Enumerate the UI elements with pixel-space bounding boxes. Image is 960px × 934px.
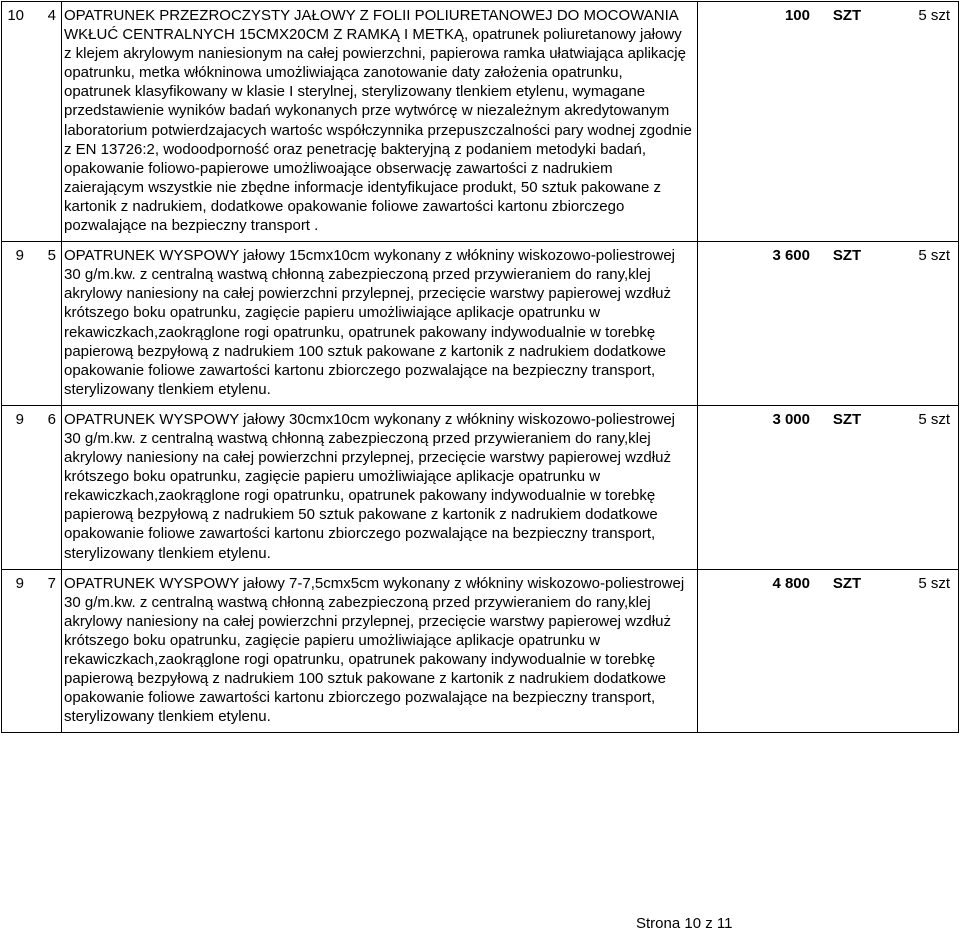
position-number: 5 (47, 247, 56, 265)
table-row (2, 242, 959, 406)
item-pack: 5 szt (918, 574, 950, 592)
group-position-cell (2, 2, 62, 242)
quantity-cell (698, 242, 959, 406)
group-number: 10 (7, 7, 24, 24)
description-cell (62, 2, 698, 242)
item-quantity: 4 800 (772, 574, 810, 592)
item-description: OPATRUNEK WYSPOWY jałowy 15cmx10cm wykonany z włókniny wiskozowo-poliestrowej 30 g/m.kw. z centralną wastwą chłonną zabezpieczoną przed przywieraniem do rany,klej akrylowy naniesiony na całej powierzchni przylepnej, przecięcie warstwy papierowej wzdłuż krótszego boku opatrunku, zagięcie papieru umożliwiające aplikacje opatrunku w rekawiczkach,zaokrąglone rogi opatrunku, opatrunek pakowany indywodualnie w torebkę papierową bezpyłową z nadrukiem 100 sztuk pakowane z kartonik z nadrukiem dodatkowe opakowanie foliowe zawartości kartonu zbiorczego pozwalające na bezpieczny transport, sterylizowany tlenkiem etylenu. (64, 247, 676, 398)
item-quantity: 3 000 (772, 410, 810, 428)
items-table (1, 1, 959, 733)
item-unit: SZT (832, 7, 862, 24)
position-number: 7 (47, 574, 56, 592)
item-unit: SZT (832, 410, 862, 428)
item-pack: 5 szt (918, 7, 950, 24)
item-description: OPATRUNEK WYSPOWY jałowy 30cmx10cm wykonany z włókniny wiskozowo-poliestrowej 30 g/m.kw. z centralną wastwą chłonną zabezpieczoną przed przywieraniem do rany,klej akrylowy naniesiony na całej powierzchni przylepnej, przecięcie warstwy papierowej wzdłuż krótszego boku opatrunku, zagięcie papieru umożliwiające aplikacje opatrunku w rekawiczkach,zaokrąglone rogi opatrunku, opatrunek pakowany indywodualnie w torebkę papierową bezpyłową z nadrukiem 50 sztuk pakowane z kartonik z nadrukiem dodatkowe opakowanie foliowe zawartości kartonu zbiorczego pozwalające na bezpieczny transport, sterylizowany tlenkiem etylenu. (64, 410, 676, 562)
group-number: 9 (15, 247, 24, 265)
description-cell (62, 405, 698, 569)
item-quantity: 100 (784, 7, 810, 24)
item-description: OPATRUNEK WYSPOWY jałowy 7-7,5cmx5cm wykonany z włókniny wiskozowo-poliestrowej 30 g/m.kw. z centralną wastwą chłonną zabezpieczoną przed przywieraniem do rany,klej akrylowy naniesiony na całej powierzchni przylepnej, przecięcie warstwy papierowej wzdłuż krótszego boku opatrunku, zagięcie papieru umożliwiające aplikacje opatrunku w rekawiczkach,zaokrąglone rogi opatrunku, opatrunek pakowany indywodualnie w torebkę papierową bezpyłową z nadrukiem 100 sztuk pakowane z kartonik z nadrukiem dodatkowe opakowanie foliowe zawartości kartonu zbiorczego pozwalające na bezpieczny transport, sterylizowany tlenkiem etylenu. (64, 574, 685, 726)
group-position-cell (2, 569, 62, 733)
group-position-cell (2, 242, 62, 406)
group-number: 9 (15, 574, 24, 592)
table-row (2, 405, 959, 569)
table-row (2, 569, 959, 733)
item-description: OPATRUNEK PRZEZROCZYSTY JAŁOWY Z FOLII POLIURETANOWEJ DO MOCOWANIA WKŁUĆ CENTRALNYCH 15CMX20CM Z RAMKĄ I METKĄ, opatrunek poliuretanowy jałowy z klejem akrylowym naniesionym na całej powierzchni, papierowa ramka ułatwiająca aplikację opatrunku, metka włókninowa umożliwiająca zanotowanie daty założenia opatrunku, opatrunek klasyfikowany w klasie I sterylnej, sterylizowany tlenkiem etylenu, wymagane przedstawienie wyników badań wykonanych prze wytwórcę w niezależnym akredytowanym laboratorium potwierdzajacych wartośc współczynnika przepuszczalności pary wodnej zgodnie z EN 13726:2, wodoodporność oraz penetrację bakteryjną z podaniem metodyki badań, opakowanie foliowo-papierowe umożliwoające obserwację zawartości z nadrukiem zaierającym wszystkie nie zbędne informacje identyfikujace produkt, 50 sztuk pakowane z kartonik z nadrukiem, dodatkowe opakowanie foliowe zawartości kartonu zbiorczego pozwalające na bezpieczny transport . (64, 7, 692, 235)
item-pack: 5 szt (918, 410, 950, 428)
item-unit: SZT (832, 574, 862, 592)
description-cell (62, 242, 698, 406)
page-number: Strona 10 z 11 (636, 915, 733, 932)
quantity-cell (698, 405, 959, 569)
group-position-cell (2, 405, 62, 569)
quantity-cell (698, 2, 959, 242)
description-cell (62, 569, 698, 733)
item-unit: SZT (832, 247, 862, 265)
item-pack: 5 szt (918, 247, 950, 265)
item-quantity: 3 600 (772, 247, 810, 265)
position-number: 6 (47, 410, 56, 428)
quantity-cell (698, 569, 959, 733)
position-number: 4 (47, 7, 56, 24)
group-number: 9 (15, 410, 24, 428)
table-row (2, 2, 959, 242)
